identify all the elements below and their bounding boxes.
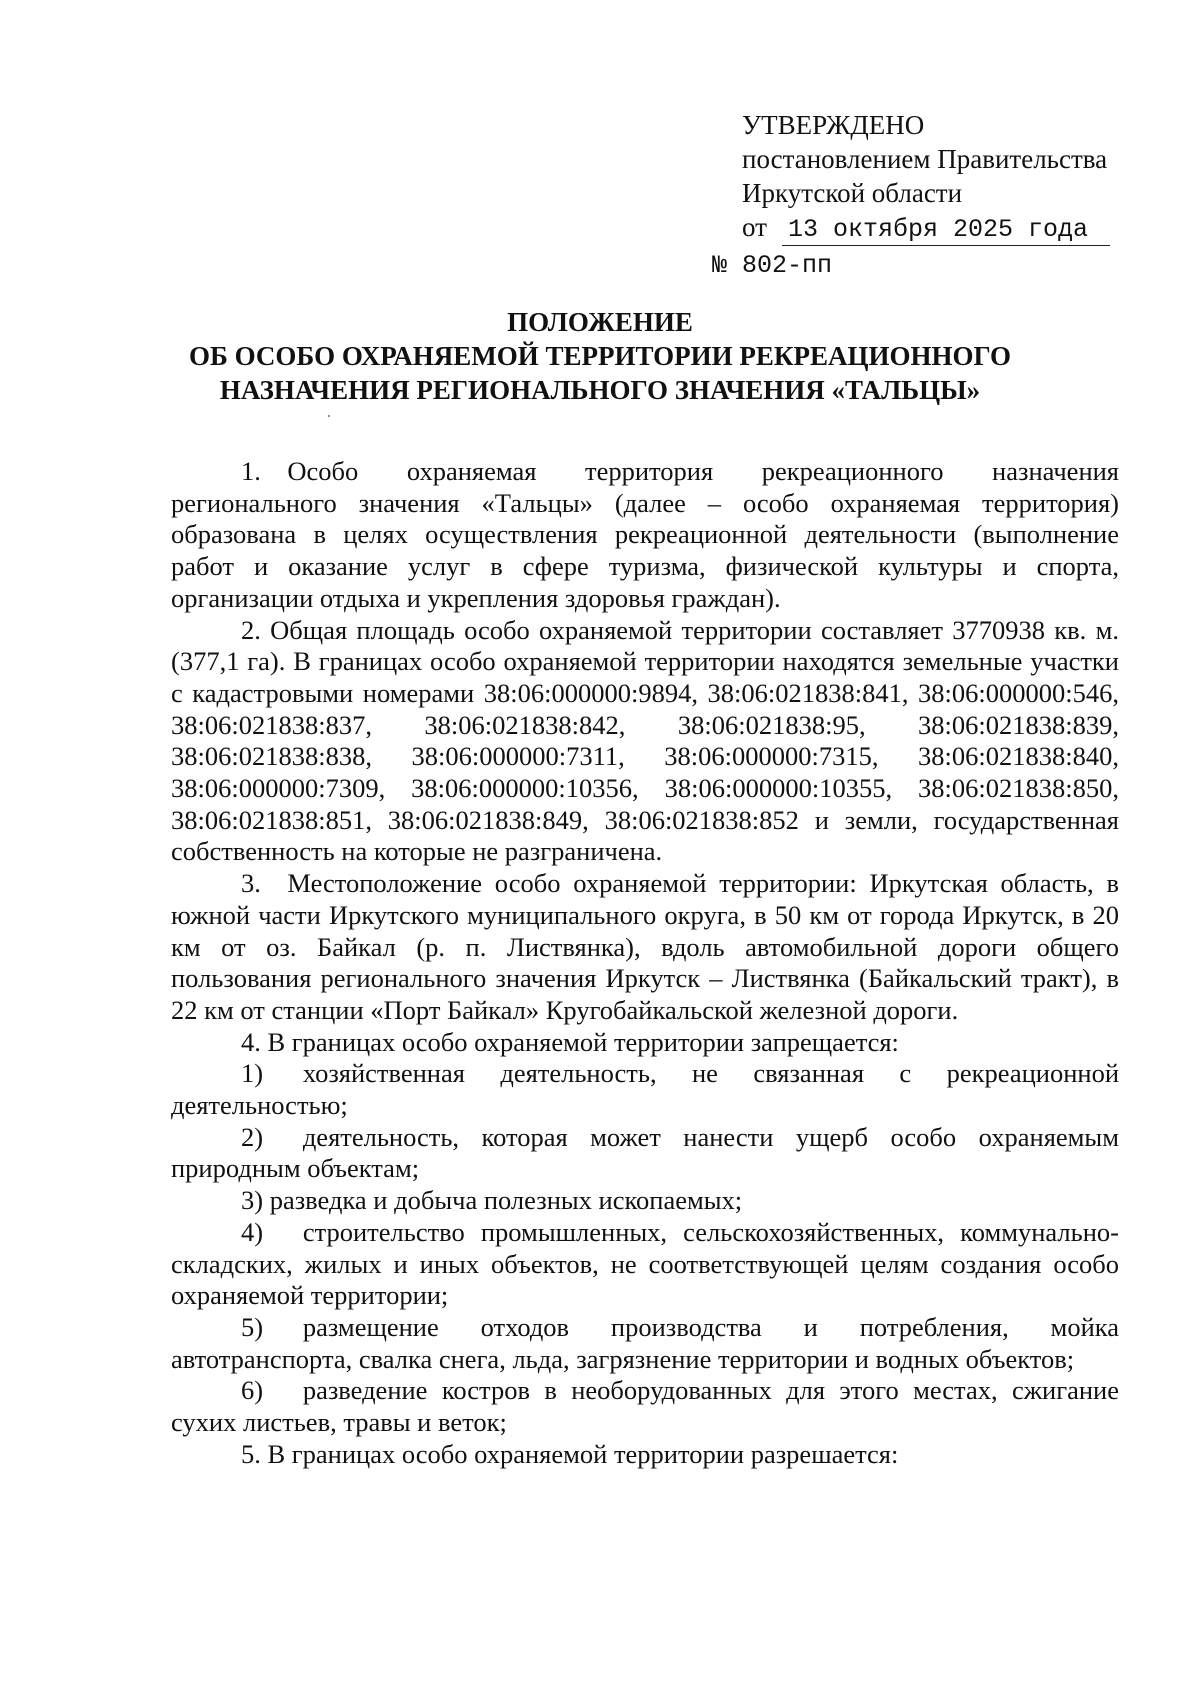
paragraph-5: 5. В границах особо охраняемой территории разрешается: xyxy=(241,1438,899,1469)
approval-line-3: Иркутской области xyxy=(742,178,963,208)
paragraph-3: 3. Местоположение особо охраняемой территории: Иркутская область, в южной части Иркутского муниципального округа, в 50 км от города Иркутск, в 20 км от оз. Байкал (р. п. Листвянка), вдоль автомобильной дороги общего пользования регионального значения Иркутск – Листвянка (Байкальский тракт), в 22 км от станции «Порт Байкал» Кругобайкальской железной дороги. xyxy=(171,868,1119,1025)
scan-dot xyxy=(328,415,330,417)
list-item-4: 4) строительство промышленных, сельскохозяйственных, коммунально- складских, жилых и иных объектов, не соответствующей целям создания особо охраняемой территории; xyxy=(171,1216,1119,1311)
list-item-5: 5) размещение отходов производства и потребления, мойка автотранспорта, свалка снега, льда, загрязнение территории и водных объектов; xyxy=(171,1311,1119,1374)
list-item-6: 6) разведение костров в необорудованных для этого местах, сжигание сухих листьев, травы и веток; xyxy=(171,1375,1119,1438)
approval-date-prefix: от xyxy=(742,212,767,242)
paragraph-2: 2. Общая площадь особо охраняемой территории составляет 3770938 кв. м. (377,1 га). В границах особо охраняемой территории находятся земельные участки с кадастровыми номерами 38:06:000000:9894, 38:06:021838:841, 38:06:000000:546, 38:06:021838:837, 38:06:021838:842, 38:06:021838:95, 38:06:021838:839, 38:06:021838:838, 38:06:000000:7311, 38:06:000000:7315, 38:06:021838:840, 38:06:000000:7309, 38:06:000000:10356, 38:06:000000:10355, 38:06:021838:850, 38:06:021838:851, 38:06:021838:849, 38:06:021838:852 и земли, государственная собственность на которые не разграничена. xyxy=(171,614,1119,867)
paragraph-1: 1. Особо охраняемая территория рекреационного назначения регионального значения «Тальцы» (далее – особо охраняемая территория) образована в целях осуществления рекреационной деятельности (выполнение работ и оказание услуг в сфере туризма, физической культуры и спорта, организации отдыха и укрепления здоровья граждан). xyxy=(171,456,1119,613)
approval-date-line xyxy=(742,210,1142,247)
paragraph-4: 4. В границах особо охраняемой территории запрещается: xyxy=(241,1026,899,1057)
approval-date-value: 13 октября 2025 года xyxy=(782,215,1110,246)
document-title xyxy=(150,305,1050,407)
list-item-2: 2) деятельность, которая может нанести ущерб особо охраняемым природным объектам; xyxy=(171,1121,1119,1184)
list-item-3: 3) разведка и добыча полезных ископаемых; xyxy=(241,1185,743,1216)
title-line-3: НАЗНАЧЕНИЯ РЕГИОНАЛЬНОГО ЗНАЧЕНИЯ «ТАЛЬЦЫ» xyxy=(219,375,981,405)
approval-line-2: постановлением Правительства xyxy=(742,144,1108,174)
list-item-1: 1) хозяйственная деятельность, не связанная с рекреационной деятельностью; xyxy=(171,1058,1119,1121)
title-line-2: ОБ ОСОБО ОХРАНЯЕМОЙ ТЕРРИТОРИИ РЕКРЕАЦИОННОГО xyxy=(188,341,1012,371)
approval-number: № 802-пп xyxy=(712,251,833,280)
document-body xyxy=(171,456,1119,1471)
approval-stamp xyxy=(712,108,1142,283)
approval-heading: УТВЕРЖДЕНО xyxy=(742,110,925,140)
title-line-1: ПОЛОЖЕНИЕ xyxy=(507,307,693,337)
